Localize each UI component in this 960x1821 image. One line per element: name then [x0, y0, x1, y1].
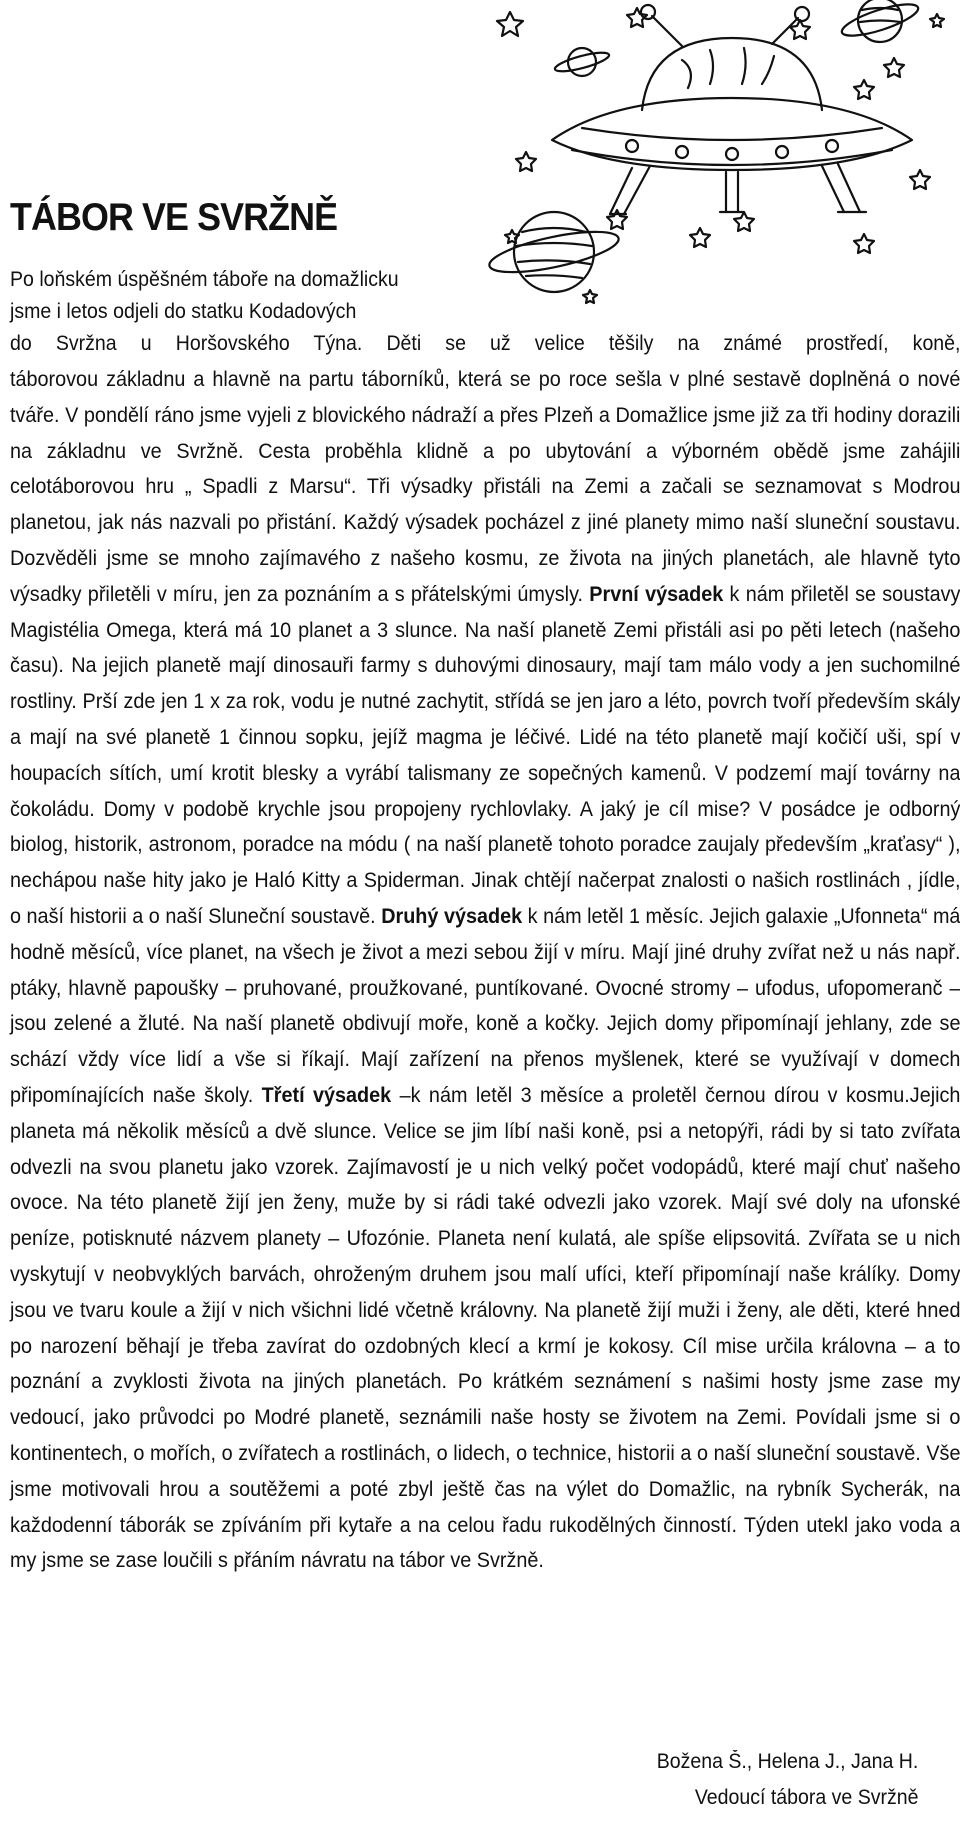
- ufo-icon: [552, 5, 912, 214]
- signature-names: Božena Š., Helena J., Jana H.: [656, 1750, 918, 1773]
- ufo-illustration: [482, 0, 960, 320]
- second-landing-heading: Druhý výsadek: [381, 903, 523, 928]
- ringed-planet-icon: [486, 212, 621, 292]
- ringed-planet-icon: [839, 0, 921, 42]
- small-planet-icon: [553, 48, 610, 76]
- body-text-3: k nám letěl 1 měsíc. Jejich galaxie „Ufonneta“ má hodně měsíců, více planet, na všech je život a mezi sebou žijí v míru. Mají jiné druhy zvířat než u nás např. ptáky, hlavně papoušky – pruhované, proužkované, puntíkované. Ovocné stromy – ufodus, ufopomeranč – jsou zelené a žluté. Na naší planetě obdivují moře, koně a kočky. Jejich domy připomínají jehlany, zde se schází vždy více lidí a vše si říkají. Mají zařízení na přenos myšlenek, které se využívají v domech připomínajících naše školy.: [10, 903, 960, 1107]
- third-landing-heading: Třetí výsadek: [261, 1082, 392, 1107]
- body-text-4: –k nám letěl 3 měsíce a proletěl černou dírou v kosmu.Jejich planeta má několik měsíců a dvě slunce. Velice se jim líbí naši koně, psi a netopýři, rádi by si tato zvířata odvezli na svou planetu jako vzorek. Zajímavostí je u nich velký počet vodopádů, které mají chuť našeho ovoce. Na této planetě žijí jen ženy, muže by si rádi také odvezli jako vzorek. Mají své doly na ufonské peníze, potisknuté názvem planety – Ufozónie. Planeta není kulatá, ale spíše elipsovitá. Zvířata se u nich vyskytují v neobvyklých barvách, ohroženým druhem jsou malí ufíci, kteří připomínají naše králíky. Domy jsou ve tvaru koule a žijí v nich všichni lidé včetně královny. Na planetě žijí muži i ženy, ale děti, které hned po narození běhají je třeba zavírat do ozdobných klecí a krmí je kokosy. Cíl mise určila královna – a to poznání a zvyklosti života na jiných planetách. Po krátkém seznámení s našimi hosty jsme zase my vedoucí, jako průvodci po Modré planetě, seznámili naše hosty se životem na Zemi. Povídali jsme si o kontinentech, o mořích, o zvířatech a rostlinách, o lidech, o technice, historii a o naší sluneční soustavě. Vše jsme motivovali hrou a soutěžemi a poté zbyl ještě čas na výlet do Domažlic, na rybník Sycherák, na každodenní táborák se zpíváním při kytaře a na celou řadu rukodělných činností. Týden utekl jako voda a my jsme se zase loučili s přáním návratu na tábor ve Svržně.: [10, 1082, 960, 1573]
- lead-line-2: jsme i letos odjeli do statku Kodadových: [10, 300, 357, 323]
- signature-role: Vedoucí tábora ve Svržně: [694, 1786, 918, 1809]
- lead-line-1: Po loňském úspěšném táboře na domažlicku: [10, 268, 399, 291]
- body-text-2: k nám přiletěl se soustavy Magistélia Omega, která má 10 planet a 3 slunce. Na naší planetě Zemi přistáli asi po pěti letech (našeho času). Na jejich planetě mají dinosauři farmy s duhovými dinosaury, mají tam málo vody a jen suchomilné rostliny. Prší zde jen 1 x za rok, vodu je nutné zachytit, střídá se jen jaro a léto, povrch tvoří především skály a mají na své planetě 1 činnou sopku, jejíž magma je léčivé. Lidé na této planetě mají kočičí uši, spí v houpacích sítích, umí krotit blesky a vyrábí talismany ze sopečných kamenů. V podzemí mají továrny na čokoládu. Domy v podobě krychle jsou propojeny rychlovlaky. A jaký je cíl mise? V posádce je odborný biolog, historik, astronom, poradce na módu ( na naší planetě tohoto poradce zaujaly především „kraťasy“ ), nechápou naše hity jako je Haló Kitty a Spiderman. Jinak chtějí načerpat znalosti o našich rostlinách , jídle, o naší historii a o naší Sluneční soustavě.: [10, 581, 960, 928]
- first-landing-heading: První výsadek: [589, 581, 724, 606]
- lead-line-3: do Svržna u Horšovského Týna. Děti se už velice těšily na známé prostředí, koně,: [10, 332, 960, 355]
- article-title: TÁBOR VE SVRŽNĚ: [10, 196, 338, 239]
- body-text-1: táborovou základnu a hlavně na partu táborníků, která se po roce sešla v plné sestavě doplněná o nové tváře. V pondělí ráno jsme vyjeli z blovického nádraží a přes Plzeň a Domažlice jsme již za tři hodiny dorazili na základnu ve Svržně. Cesta proběhla klidně a po ubytování a výborném obědě jsme zahájili celotáborovou hru „ Spadli z Marsu“. Tři výsadky přistáli na Zemi a začali se seznamovat s Modrou planetou, jak nás nazvali po přistání. Každý výsadek pocházel z jiné planety mimo naší sluneční soustavu. Dozvěděli jsme se mnoho zajímavého z našeho kosmu, ze života na jiných planetách, ale hlavně tyto výsadky přiletěli v míru, jen za poznáním a s přátelskými úmysly.: [10, 367, 960, 606]
- star-icon: [497, 8, 944, 303]
- article-body: [10, 362, 960, 1579]
